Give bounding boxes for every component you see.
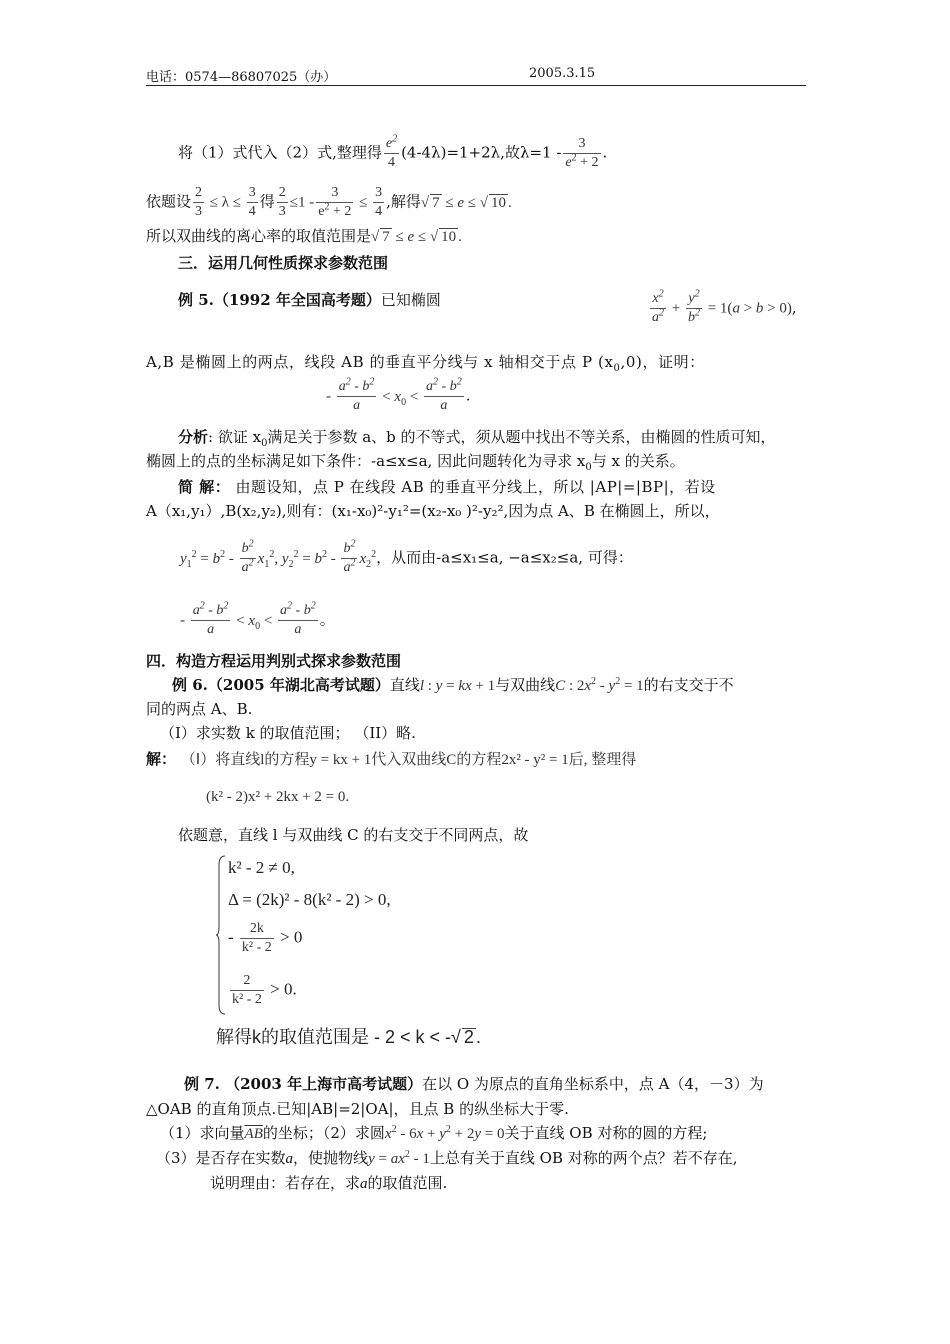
system-brace bbox=[216, 855, 226, 1015]
example-7-question-3-line-2: 说明理由：若存在，求a的取值范围. bbox=[210, 1174, 448, 1192]
solution-6-condition: 依题意，直线 l 与双曲线 C 的右支交于不同两点，故 bbox=[178, 826, 529, 844]
solution-6-equation: (k² - 2)x² + 2kx + 2 = 0. bbox=[206, 789, 350, 805]
example-5-intro: 例 5.（1992 年全国高考题）已知椭圆 bbox=[178, 291, 441, 309]
ellipse-equation: $\frac{x^2}{a^2}$ + $\frac{y^2}{b^2}$ = 1(a > b > 0), bbox=[652, 288, 797, 325]
derivation-line-2: 依题设 $\frac{2}{3}$ ≤ λ ≤ $\frac{3}{4}$ 得 $\frac{2}{3}$ ≤1 - $\frac{3}{e^2 + 2}$ ≤ $\frac{3}{4}$ ,解得√ 7 ≤ e ≤ √ 10 . bbox=[146, 185, 512, 219]
example-7-question-1-2: （1）求向量$\overline{AB}$的坐标；（2）求圆$x^2 - 6x + y^2 + 2y = 0$关于直线 OB 对称的圆的方程; bbox=[160, 1124, 708, 1142]
analysis-line-2: 椭圆上的点的坐标满足如下条件：-a≤x≤a, 因此问题转化为寻求 $x_0$与 x 的关系。 bbox=[146, 452, 685, 473]
system-line-1: k² - 2 ≠ 0, bbox=[228, 858, 295, 877]
solution-6-result: 解得k的取值范围是 - 2 < k < -√ 2 . bbox=[216, 1027, 481, 1047]
page-header bbox=[146, 66, 806, 86]
header-rule bbox=[146, 85, 806, 86]
solution-5-equations: $y_1^2 = b^2$ - $\frac{b^2}{a^2}$ $x_1^2$, $y_2^2 = b^2$ - $\frac{b^2}{a^2}$ $x_2^2$，从而由-a≤x₁≤a, −a≤x₂≤a, 可得： bbox=[180, 538, 633, 575]
solution-6-line-1: 解： （Ⅰ）将直线l的方程y = kx + 1代入双曲线C的方程2x² - y² = 1后, 整理得 bbox=[146, 750, 637, 768]
header-date: 2005.3.15 bbox=[529, 66, 596, 81]
system-line-3: - $\frac{2k}{\text{k² - 2}}$ > 0 bbox=[228, 921, 303, 955]
example-6-intro: 例 6.（2005 年湖北高考试题）直线l : y = kx + 1与双曲线C : $2x^2 - y^2 = 1$的右支交于不 bbox=[172, 676, 734, 694]
system-line-4: $\frac{2}{\text{k² - 2}}$ > 0. bbox=[232, 973, 297, 1007]
example-7-line-2: △OAB 的直角顶点.已知|AB|=2|OA|，且点 B 的纵坐标大于零. bbox=[146, 1100, 569, 1118]
example-5-line-2: A,B 是椭圆上的两点，线段 AB 的垂直平分线与 x 轴相交于点 P $(x_0,0)$，证明： bbox=[146, 353, 705, 374]
system-line-2: Δ = (2k)² - 8(k² - 2) > 0, bbox=[228, 890, 391, 909]
example-5-claim: - $\frac{a^2 - b^2}{a}$ < $x_0$ < $\frac{a^2 - b^2}{a}$ . bbox=[326, 376, 471, 413]
solution-5-result: - $\frac{a^2 - b^2}{a}$ < $x_0$ < $\frac{a^2 - b^2}{a}$ 。 bbox=[180, 600, 335, 637]
example-7-question-3: （3）是否存在实数a，使抛物线$y = ax^2 - 1$上总有关于直线 OB 对称的两个点？若不存在, bbox=[156, 1149, 738, 1167]
solution-5-line-1: 简 解： 由题设知，点 P 在线段 AB 的垂直平分线上，所以 |AP|=|BP|，若设 bbox=[178, 478, 716, 496]
analysis-line-1: 分析: 欲证 $x_0$满足关于参数 a、b 的不等式，须从题中找出不等关系，由椭圆的性质可知， bbox=[178, 428, 776, 449]
example-6-line-2: 同的两点 A、B. bbox=[146, 700, 253, 718]
section-4-heading: 四．构造方程运用判别式探求参数范围 bbox=[146, 652, 402, 670]
derivation-line-3: 所以双曲线的离心率的取值范围是√ 7 ≤ e ≤ √ 10 . bbox=[146, 227, 462, 245]
derivation-line-1: 将（1）式代入（2）式,整理得 $\frac{e^2}{4}$ (4-4λ)=1+2λ,故λ=1 - $\frac{3}{e^2 + 2}$ . bbox=[178, 133, 608, 170]
example-6-questions: （I）求实数 k 的取值范围； （II）略. bbox=[160, 724, 416, 742]
example-7-intro: 例 7. （2003 年上海市高考试题）在以 O 为原点的直角坐标系中，点 A（4，－3）为 bbox=[184, 1075, 764, 1093]
header-phone: 电话：0574—86807025（办） bbox=[146, 70, 337, 85]
solution-5-line-2: A（x₁,y₁）,B(x₂,y₂),则有：(x₁-x₀)²-y₁²=(x₂-x₀ )²-y₂²,因为点 A、B 在椭圆上，所以， bbox=[146, 502, 720, 520]
section-3-heading: 三．运用几何性质探求参数范围 bbox=[178, 254, 389, 272]
